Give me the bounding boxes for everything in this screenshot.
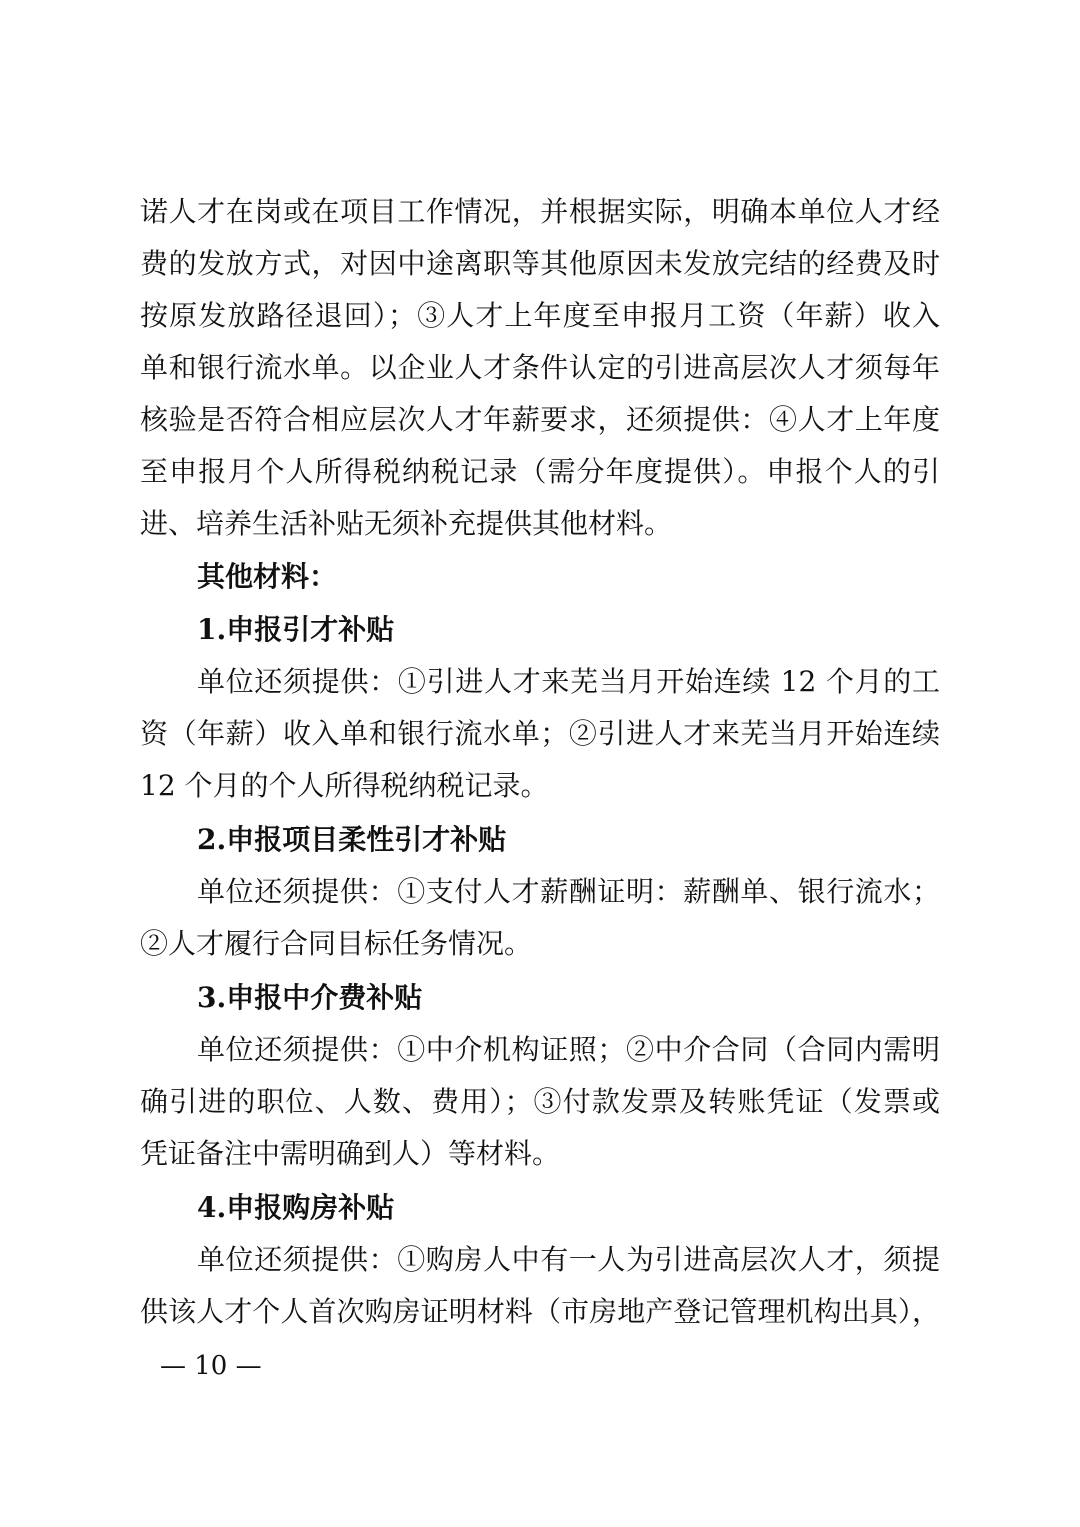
paragraph-line: 单位还须提供：①中介机构证照；②中介合同（合同内需明	[197, 1033, 940, 1066]
paragraph-line: ②人才履行合同目标任务情况。	[140, 927, 533, 960]
paragraph-line: 单位还须提供：①支付人才薪酬证明：薪酬单、银行流水；	[197, 875, 940, 908]
section-heading: 1.申报引才补贴	[197, 613, 395, 646]
page-number: — 10 —	[160, 1351, 262, 1381]
section-heading: 4.申报购房补贴	[197, 1191, 395, 1224]
paragraph-line: 12 个月的个人所得税纳税记录。	[140, 769, 549, 802]
paragraph-line: 确引进的职位、人数、费用）；③付款发票及转账凭证（发票或	[140, 1085, 940, 1118]
paragraph-line: 至申报月个人所得税纳税记录（需分年度提供）。申报个人的引	[140, 455, 940, 488]
paragraph-line: 供该人才个人首次购房证明材料（市房地产登记管理机构出具），	[140, 1295, 940, 1328]
paragraph-line: 凭证备注中需明确到人）等材料。	[140, 1137, 561, 1170]
paragraph-line: 资（年薪）收入单和银行流水单；②引进人才来芜当月开始连续	[140, 717, 940, 750]
paragraph-line: 进、培养生活补贴无须补充提供其他材料。	[140, 507, 673, 540]
section-heading: 其他材料：	[197, 560, 338, 593]
paragraph-line: 单位还须提供：①引进人才来芜当月开始连续 12 个月的工	[197, 665, 940, 698]
paragraph-line: 单和银行流水单。以企业人才条件认定的引进高层次人才须每年	[140, 351, 940, 384]
paragraph-line: 诺人才在岗或在项目工作情况，并根据实际，明确本单位人才经	[140, 195, 940, 228]
section-heading: 2.申报项目柔性引才补贴	[197, 823, 507, 856]
paragraph-line: 按原发放路径退回）；③人才上年度至申报月工资（年薪）收入	[140, 299, 940, 332]
section-heading: 3.申报中介费补贴	[197, 981, 423, 1014]
paragraph-line: 核验是否符合相应层次人才年薪要求，还须提供：④人才上年度	[140, 403, 940, 436]
paragraph-line: 费的发放方式，对因中途离职等其他原因未发放完结的经费及时	[140, 247, 940, 280]
paragraph-line: 单位还须提供：①购房人中有一人为引进高层次人才，须提	[197, 1243, 940, 1276]
